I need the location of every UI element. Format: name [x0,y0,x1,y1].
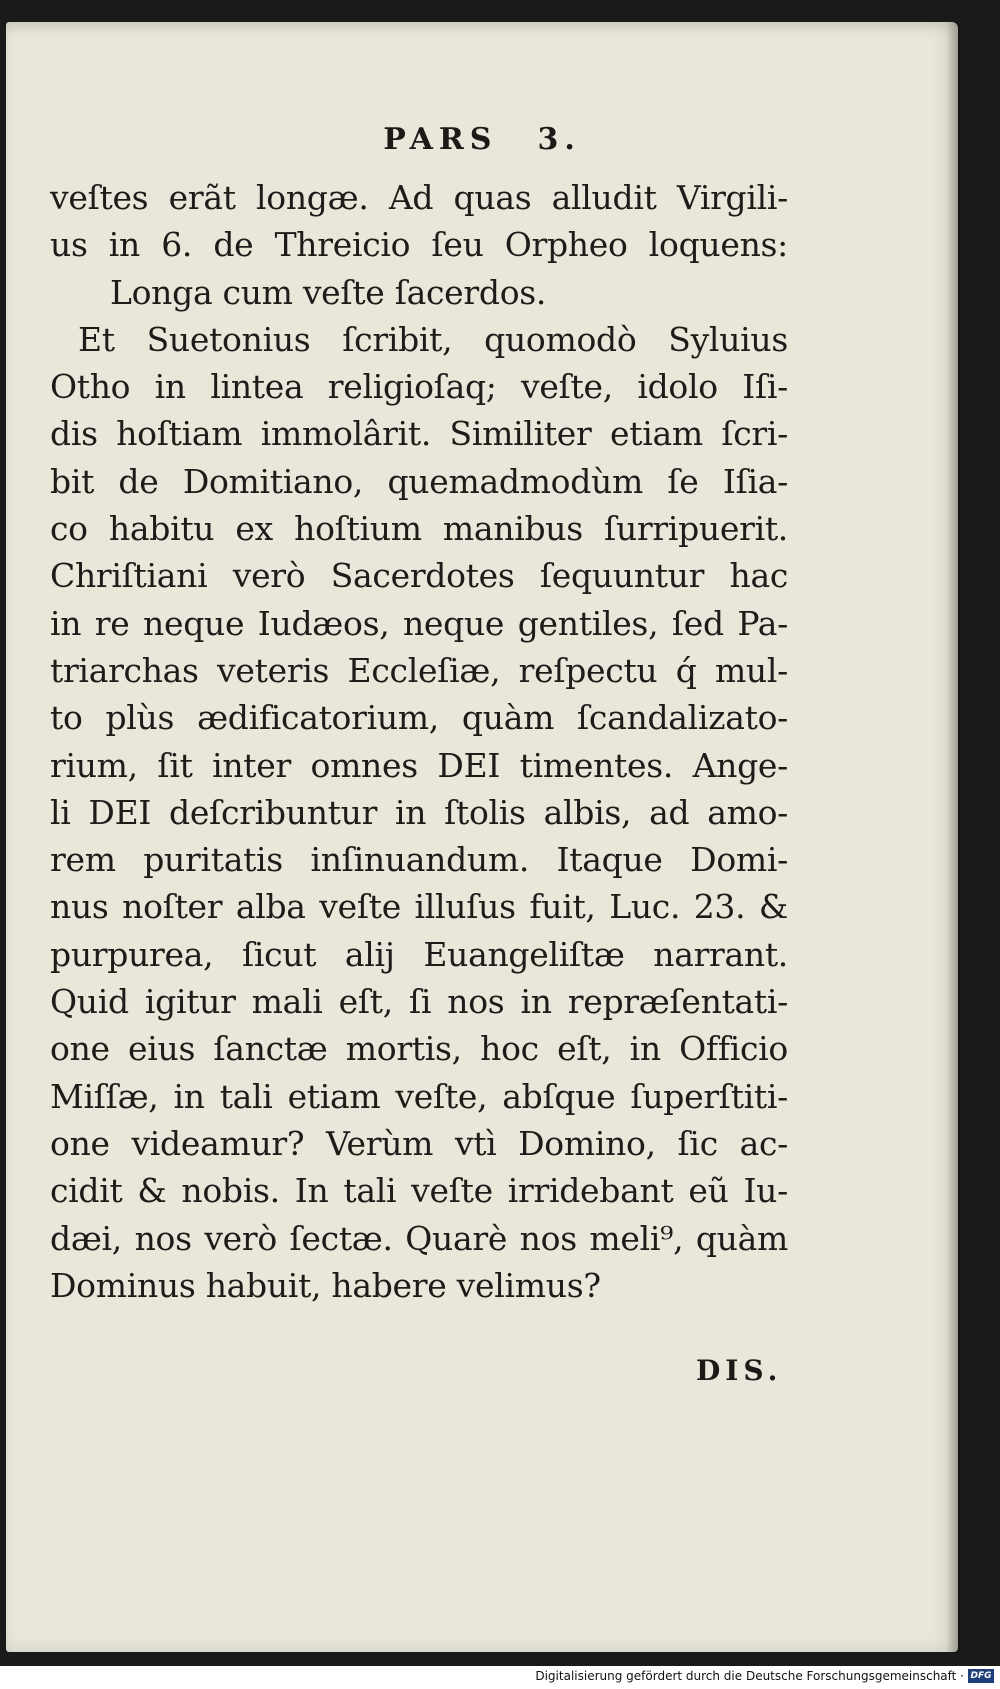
text-line: one videamur? Verùm vtì Domino, ſic ac- [50,1123,788,1163]
text-line: triarchas veteris Eccleſiæ, reſpectu q́ mul- [50,650,788,690]
text-line: to plùs ædificatorium, quàm ſcandalizato- [50,698,788,738]
text-line: rium, ſit inter omnes DEI timentes. Ange- [50,745,788,785]
text-line: cidit & nobis. In tali veſte irridebant eũ Iu- [50,1171,788,1211]
running-head-number: 3. [537,122,581,157]
text-line: one eius ſanctæ mortis, hoc eſt, in Officio [50,1029,788,1069]
book-page [6,22,958,1652]
text-line: Miſſæ, in tali etiam veſte, abſque ſuperſtiti- [50,1076,788,1116]
catchword: DIS. [696,1354,783,1387]
text-line: dis hoſtiam immolârit. Similiter etiam ſcri- [50,414,788,454]
page-edge-shadow [946,22,960,1652]
text-line: Et Suetonius ſcribit, quomodò Syluius [78,319,788,359]
text-line: veſtes erãt longæ. Ad quas alludit Virgili- [50,178,788,217]
text-line: purpurea, ſicut alij Euangeliſtæ narrant. [50,934,788,974]
funding-credit: Digitalisierung gefördert durch die Deutsche Forschungsgemeinschaft · [535,1669,964,1683]
text-line: us in 6. de Threicio ſeu Orpheo loquens: [50,225,788,265]
text-line: co habitu ex hoſtium manibus ſurripuerit. [50,509,788,549]
digitization-footer [0,1666,1000,1689]
text-line: in re neque Iudæos, neque gentiles, ſed Pa- [50,603,788,643]
text-line-quote: Longa cum veſte ſacerdos. [110,272,547,312]
text-line: Chriſtiani verò Sacerdotes ſequuntur hac [50,556,788,596]
text-line: dæi, nos verò ſectæ. Quarè nos meli⁹, quàm [50,1218,788,1258]
dfg-logo-icon: DFG [968,1669,994,1683]
running-head [6,122,958,157]
body-text [50,174,788,1309]
text-line: rem puritatis inſinuandum. Itaque Domi- [50,840,788,880]
text-line: Otho in lintea religioſaq; veſte, idolo Iſi- [50,367,788,407]
text-line: Quid igitur mali eſt, ſi nos in repræſentati- [50,982,788,1022]
text-line: bit de Domitiano, quemadmodùm ſe Iſia- [50,461,788,501]
running-head-label: PARS [383,122,498,157]
text-line: li DEI deſcribuntur in ſtolis albis, ad amo- [50,792,788,832]
text-line: nus noſter alba veſte illuſus fuit, Luc. 23. & [50,887,788,927]
text-line-last: Dominus habuit, habere velimus? [50,1265,601,1305]
